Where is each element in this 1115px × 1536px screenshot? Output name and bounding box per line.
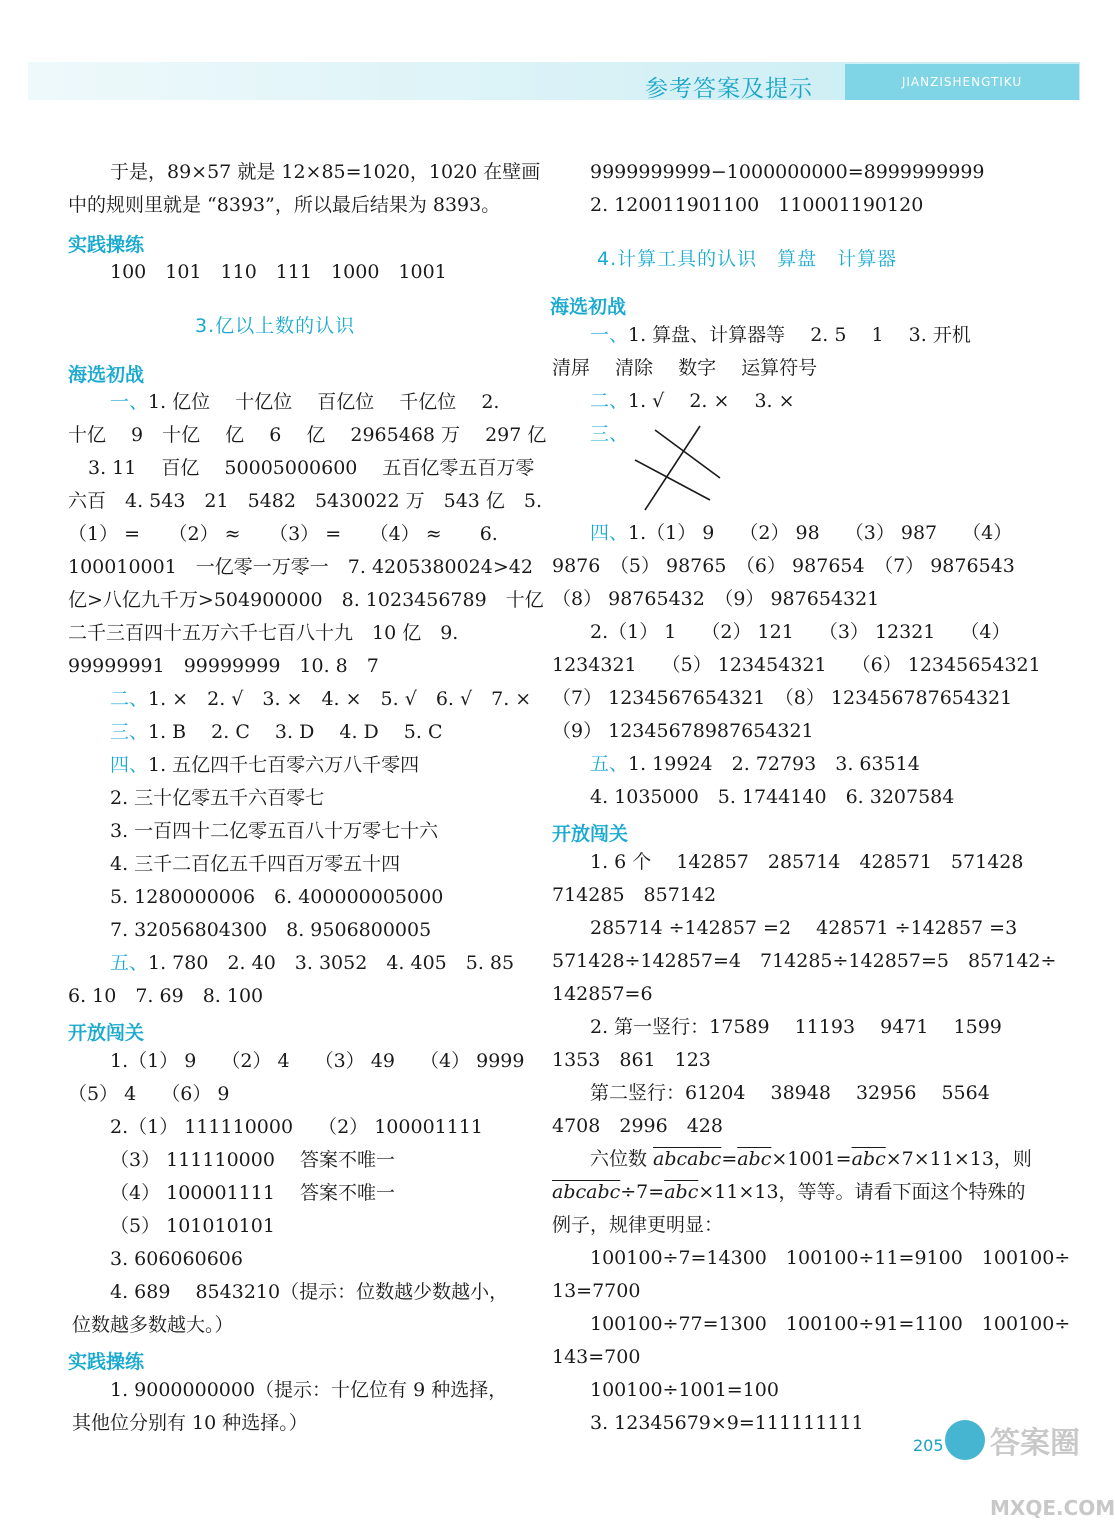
practice2-line-2: 其他位分别有 10 种选择。） — [72, 1412, 308, 1434]
s1-line-8: 二千三百四十五万六千七百八十九 10 亿 9. — [68, 622, 459, 644]
r-s1-line-1: 一、1. 算盘、计算器等 2. 5 1 3. 开机 — [590, 324, 971, 346]
r-open-line-6: 2. 第一竖行：17589 11193 9471 1599 — [590, 1016, 1002, 1038]
practice2-line-1: 1. 9000000000（提示：十亿位有 9 种选择， — [110, 1379, 508, 1401]
r-open-heading: 开放闯关 — [552, 823, 629, 845]
r-open-line-7: 1353 861 123 — [552, 1049, 711, 1071]
r-open-line-3: 285714 ÷142857 =2 428571 ÷142857 =3 — [590, 917, 1018, 939]
r-s4-line-3: （8） 98765432 （9） 987654321 — [552, 588, 880, 610]
r-s4-line-7: （9） 12345678987654321 — [552, 720, 814, 742]
header-tag: JIANZISHENGTIKU — [845, 64, 1079, 100]
watermark-url: MXQE.COM — [990, 1496, 1115, 1520]
r-open-line-12: 例子，规律更明显： — [552, 1214, 724, 1236]
open-line-3: 2.（1） 111110000 （2） 100001111 — [110, 1116, 484, 1138]
r-s5-line-2: 4. 1035000 5. 1744140 6. 3207584 — [590, 786, 955, 808]
r-open-line-5: 142857=6 — [552, 983, 653, 1005]
s4-line-5: 5. 1280000006 6. 400000005000 — [110, 886, 444, 908]
right-top-line-2: 2. 120011901100 110001190120 — [590, 194, 924, 216]
open-heading: 开放闯关 — [68, 1022, 145, 1044]
watermark-logo-icon — [945, 1420, 985, 1460]
practice-heading: 实践操练 — [68, 234, 145, 256]
r-s4-line-6: （7） 1234567654321 （8） 123456787654321 — [552, 687, 1013, 709]
open-line-6: （5） 101010101 — [110, 1215, 275, 1237]
open-line-9: 位数越多数越大。） — [72, 1314, 234, 1336]
r-open-line-8: 第二竖行：61204 38948 32956 5564 — [590, 1082, 990, 1104]
open-line-7: 3. 606060606 — [110, 1248, 243, 1270]
r-s2-line-1: 二、1. √ 2. × 3. × — [590, 390, 795, 412]
r-open-line-10: 六位数 $abcabc=\overline{abc}\times 1001=\overline{abc}\times 7\times 11\times 13$，则 — [590, 1148, 1032, 1170]
haixuan-heading: 海选初战 — [68, 364, 145, 386]
open-line-1: 1.（1） 9 （2） 4 （3） 49 （4） 9999 — [110, 1050, 525, 1072]
open-line-2: （5） 4 （6） 9 — [68, 1083, 230, 1105]
s1-line-9: 99999991 99999999 10. 8 7 — [68, 655, 379, 677]
match-line-1 — [655, 430, 720, 478]
lesson-title-4: 4.计算工具的认识 算盘 计算器 — [597, 248, 898, 270]
r-open-line-16: 143=700 — [552, 1346, 641, 1368]
r-open-line-2: 714285 857142 — [552, 884, 717, 906]
s4-line-2: 2. 三十亿零五千六百零七 — [110, 787, 325, 809]
s1-line-2: 十亿 9 十亿 亿 6 亿 2965468 万 297 亿 — [68, 424, 547, 446]
s1-line-3: 3. 11 百亿 50005000600 五百亿零五百万零 — [88, 457, 535, 479]
s4-line-1: 四、1. 五亿四千七百零六万八千零四 — [110, 754, 420, 776]
s1-line-5: （1） = （2） ≈ （3） = （4） ≈ 6. — [68, 523, 498, 545]
match-line-2 — [645, 426, 700, 510]
right-top-line-1: 9999999999−1000000000=8999999999 — [590, 161, 985, 183]
open-line-5: （4） 100001111 答案不唯一 — [110, 1182, 395, 1204]
r-s1-line-2: 清屏 清除 数字 运算符号 — [552, 357, 818, 379]
s1-line-4: 六百 4. 543 21 5482 5430022 万 543 亿 5. — [68, 490, 543, 512]
s1-line-1: 一、1. 亿位 十亿位 百亿位 千亿位 2. — [110, 391, 500, 413]
header-title: 参考答案及提示 — [645, 76, 813, 102]
s1-line-6: 100010001 一亿零一万零一 7. 4205380024>42 — [68, 556, 533, 578]
r-open-line-15: 100100÷77=1300 100100÷91=1100 100100÷ — [590, 1313, 1071, 1335]
r-open-line-18: 3. 12345679×9=111111111 — [590, 1412, 864, 1434]
r-open-line-4: 571428÷142857=4 714285÷142857=5 857142÷ — [552, 950, 1057, 972]
practice2-heading: 实践操练 — [68, 1351, 145, 1373]
r-haixuan-heading: 海选初战 — [550, 296, 627, 318]
r-open-line-11: $abcabc\div 7=\overline{abc}\times 11\times 13$，等等。请看下面这个特殊的 — [552, 1181, 1026, 1203]
r-s4-line-4: 2.（1） 1 （2） 121 （3） 12321 （4） — [590, 621, 1011, 643]
s1-line-7: 亿>八亿九千万>504900000 8. 1023456789 十亿 — [68, 589, 544, 611]
page-number: 205 — [913, 1436, 944, 1455]
intro-line-1: 于是，89×57 就是 12×85=1020，1020 在壁画 — [110, 161, 541, 183]
r-s4-line-1: 四、1.（1） 9 （2） 98 （3） 987 （4） — [590, 522, 1013, 544]
s5-line-2: 6. 10 7. 69 8. 100 — [68, 985, 264, 1007]
r-open-line-17: 100100÷1001=100 — [590, 1379, 779, 1401]
watermark-text: 答案圈 — [990, 1426, 1080, 1461]
s5-line-1: 五、1. 780 2. 40 3. 3052 4. 405 5. 85 — [110, 952, 515, 974]
r-open-line-9: 4708 2996 428 — [552, 1115, 723, 1137]
s4-line-6: 7. 32056804300 8. 9506800005 — [110, 919, 432, 941]
r-open-line-1: 1. 6 个 142857 285714 428571 571428 — [590, 851, 1024, 873]
r-s4-line-2: 9876 （5） 98765 （6） 987654 （7） 9876543 — [552, 555, 1015, 577]
s2-line-1: 二、1. × 2. √ 3. × 4. × 5. √ 6. √ 7. × — [110, 688, 532, 710]
intro-line-2: 中的规则里就是 “8393”，所以最后结果为 8393。 — [68, 194, 501, 216]
open-line-8: 4. 689 8543210（提示：位数越少数越小， — [110, 1281, 509, 1303]
s4-line-3: 3. 一百四十二亿零五百八十万零七十六 — [110, 820, 439, 842]
r-s4-line-5: 1234321 （5） 123454321 （6） 12345654321 — [552, 654, 1041, 676]
r-s3-label: 三、 — [590, 423, 629, 445]
practice-line: 100 101 110 111 1000 1001 — [110, 261, 447, 283]
open-line-4: （3） 111110000 答案不唯一 — [110, 1149, 395, 1171]
r-s5-line-1: 五、1. 19924 2. 72793 3. 63514 — [590, 753, 920, 775]
match-line-3 — [635, 460, 710, 500]
r-open-line-14: 13=7700 — [552, 1280, 641, 1302]
matching-lines-figure — [630, 420, 730, 516]
s4-line-4: 4. 三千二百亿五千四百万零五十四 — [110, 853, 401, 875]
lesson-title-3: 3.亿以上数的认识 — [195, 315, 356, 337]
s3-line-1: 三、1. B 2. C 3. D 4. D 5. C — [110, 721, 443, 743]
r-open-line-13: 100100÷7=14300 100100÷11=9100 100100÷ — [590, 1247, 1071, 1269]
